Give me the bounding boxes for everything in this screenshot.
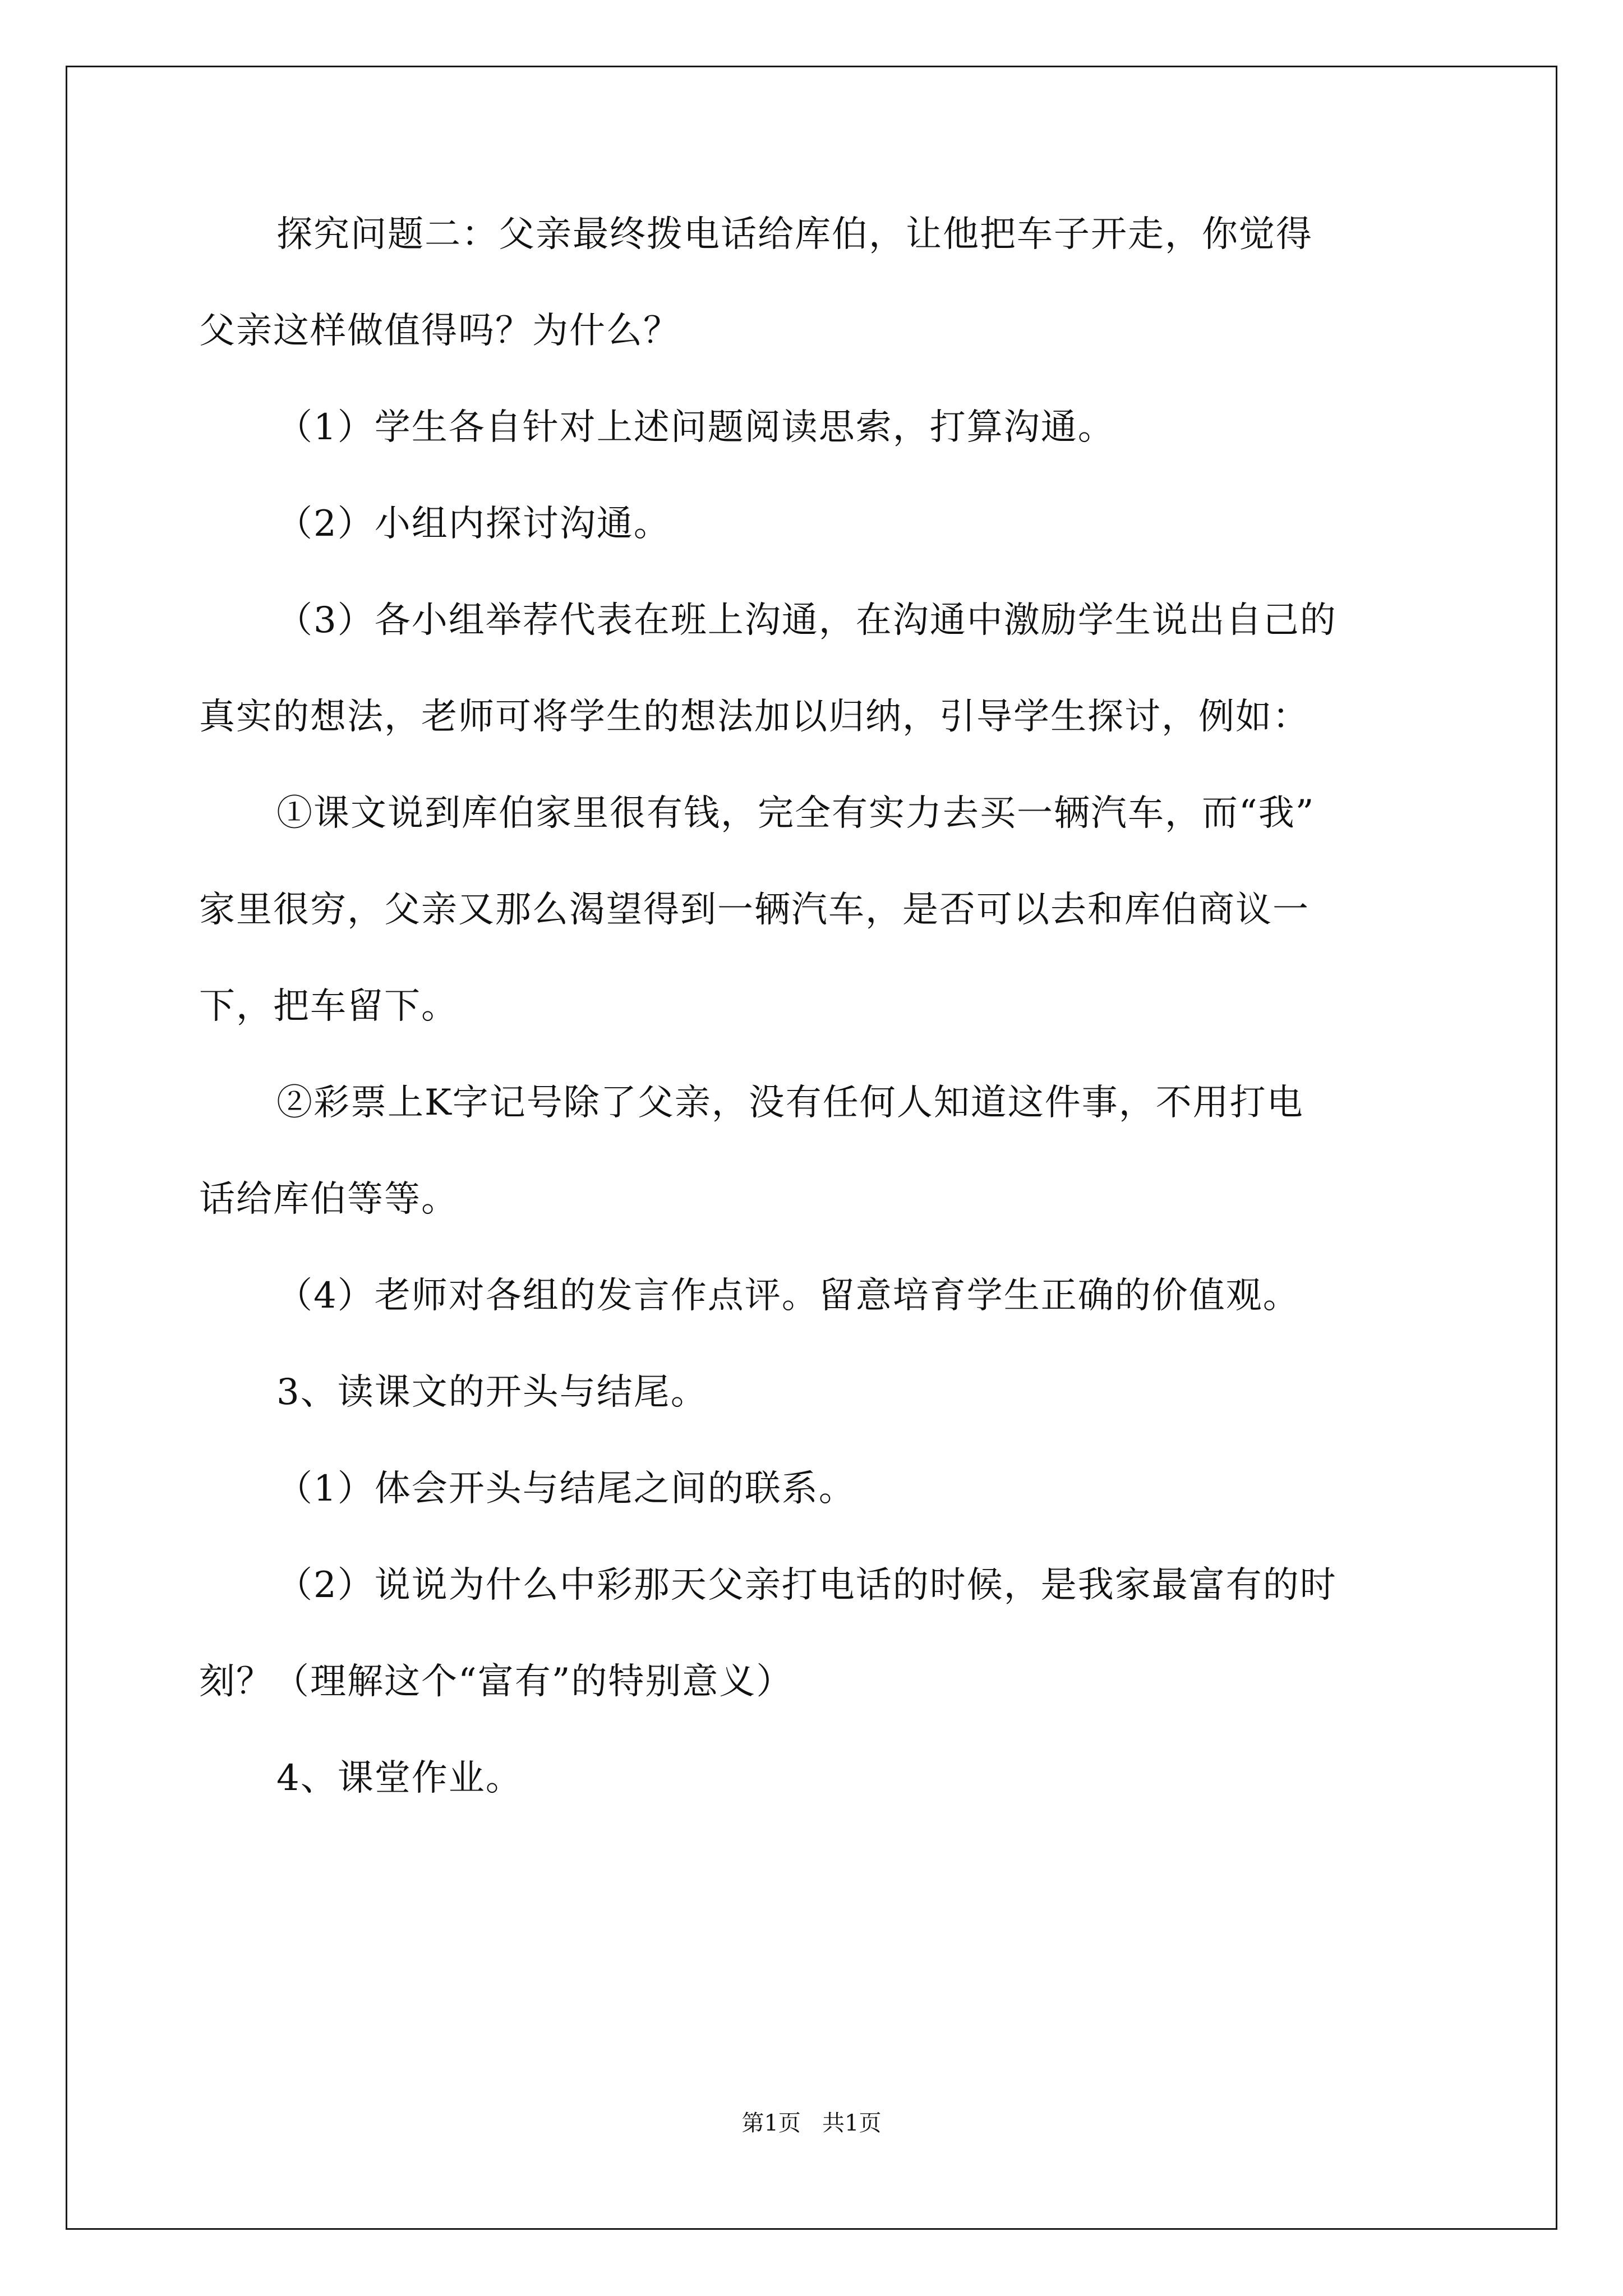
paragraph-line: 真实的想法，老师可将学生的想法加以归纳，引导学生探讨，例如： <box>199 696 1310 738</box>
paragraph-line: 家里很穷，父亲又那么渴望得到一辆汽车，是否可以去和库伯商议一 <box>199 889 1310 931</box>
paragraph-line: （4）老师对各组的发言作点评。留意培育学生正确的价值观。 <box>276 1275 1300 1317</box>
paragraph-line: 刻？（理解这个“富有”的特别意义） <box>199 1661 794 1703</box>
paragraph-line: ②彩票上K字记号除了父亲，没有任何人知道这件事，不用打电 <box>276 1082 1304 1124</box>
paragraph-line: 下，把车留下。 <box>199 986 458 1027</box>
paragraph-line: 4、课堂作业。 <box>276 1757 523 1799</box>
paragraph-line: 3、读课文的开头与结尾。 <box>276 1372 708 1413</box>
paragraph-line: 探究问题二：父亲最终拨电话给库伯，让他把车子开走，你觉得 <box>276 214 1313 255</box>
paragraph-line: （3）各小组举荐代表在班上沟通，在沟通中激励学生说出自己的 <box>276 600 1337 641</box>
paragraph-line: （2）说说为什么中彩那天父亲打电话的时候，是我家最富有的时 <box>276 1565 1337 1606</box>
paragraph-line: 话给库伯等等。 <box>199 1179 458 1220</box>
page-number-footer: 第1页 共1页 <box>741 2110 882 2136</box>
paragraph-line: （1）体会开头与结尾之间的联系。 <box>276 1468 856 1510</box>
paragraph-line: （1）学生各自针对上述问题阅读思索，打算沟通。 <box>276 407 1115 448</box>
document-body <box>199 214 1433 1857</box>
paragraph-line: 父亲这样做值得吗？为什么？ <box>199 310 680 352</box>
paragraph-line: ①课文说到库伯家里很有钱，完全有实力去买一辆汽车，而“我” <box>276 793 1315 834</box>
paragraph-line: （2）小组内探讨沟通。 <box>276 503 671 545</box>
